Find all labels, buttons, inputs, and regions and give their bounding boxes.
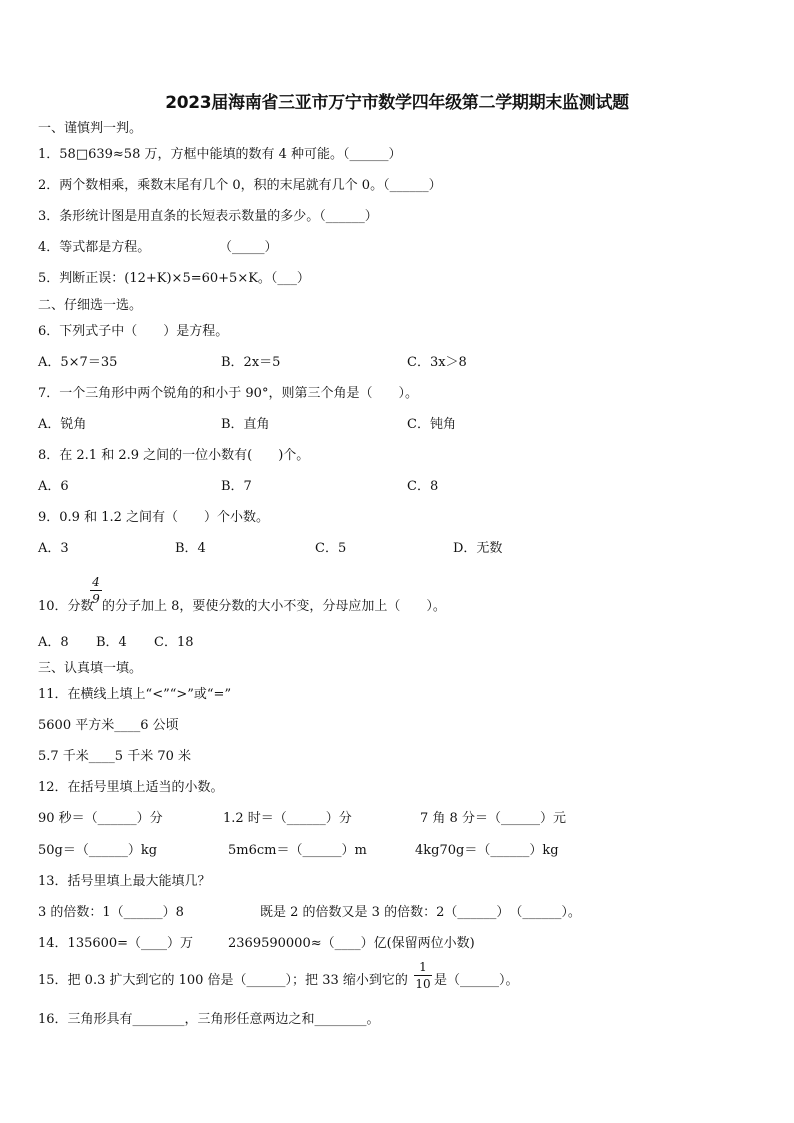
question-12-item: 1.2 时＝（______）分 (223, 811, 352, 826)
question-6: 6．下列式子中（ ）是方程。 (38, 324, 229, 339)
question-10-fraction (90, 576, 102, 605)
question-16: 16．三角形具有________，三角形任意两边之和________。 (38, 1012, 380, 1027)
question-6-option-b: B．2x＝5 (221, 355, 281, 370)
question-12-item: 50g＝（______）kg (38, 843, 158, 858)
question-15-suffix: 是（______）。 (434, 973, 519, 988)
question-12: 12．在括号里填上适当的小数。 (38, 780, 224, 795)
section-heading-1: 一、谨慎判一判。 (38, 121, 143, 136)
question-5: 5．判断正误：(12+K)×5=60+5×K。（___） (38, 271, 310, 286)
question-11-line-2: 5.7 千米____5 千米 70 米 (38, 749, 192, 764)
fraction-denominator: 9 (92, 592, 100, 606)
question-6-option-a: A．5×7＝35 (38, 355, 118, 370)
question-4: 4．等式都是方程。 (38, 240, 151, 255)
fraction-numerator: 4 (92, 575, 100, 589)
question-2: 2．两个数相乘，乘数末尾有几个 0，积的末尾就有几个 0。（______） (38, 178, 442, 193)
question-12-item: 4kg70g＝（______）kg (415, 843, 559, 858)
section-heading-2: 二、仔细选一选。 (38, 298, 143, 313)
question-7-option-b: B．直角 (221, 417, 270, 432)
question-8-option-c: C．8 (407, 479, 439, 494)
question-9-option-b: B．4 (175, 541, 206, 556)
question-13: 13．括号里填上最大能填几？ (38, 874, 211, 889)
page-title: 2023届海南省三亚市万宁市数学四年级第二学期期末监测试题 (165, 93, 629, 113)
question-7-option-a: A．锐角 (38, 417, 87, 432)
question-4-blank: （_____） (219, 240, 278, 255)
question-8-option-b: B．7 (221, 479, 252, 494)
question-7: 7．一个三角形中两个锐角的和小于 90°，则第三个角是（ ）。 (38, 386, 418, 401)
question-10-option-b: B．4 (96, 635, 127, 650)
question-10-option-c: C．18 (154, 635, 194, 650)
question-9: 9．0.9 和 1.2 之间有（ ）个小数。 (38, 510, 270, 525)
fraction-numerator: 1 (419, 960, 427, 974)
fraction-denominator: 10 (415, 977, 431, 991)
question-12-item: 90 秒＝（______）分 (38, 811, 163, 826)
question-14-part-a: 14．135600=（____）万 (38, 936, 194, 951)
question-12-item: 5m6cm＝（______）m (228, 843, 367, 858)
question-15-prefix: 15．把 0.3 扩大到它的 100 倍是（______）；把 33 缩小到它的 (38, 973, 408, 988)
question-8-option-a: A．6 (38, 479, 69, 494)
question-7-option-c: C．钝角 (407, 417, 456, 432)
question-14-part-b: 2369590000≈（____）亿(保留两位小数) (228, 936, 475, 951)
question-6-option-c: C．3x＞8 (407, 355, 467, 370)
question-15-fraction (414, 961, 432, 990)
question-11: 11．在横线上填上“<”“>”或“=” (38, 687, 232, 702)
question-9-option-a: A．3 (38, 541, 69, 556)
question-11-line-1: 5600 平方米____6 公顷 (38, 718, 179, 733)
question-12-item: 7 角 8 分＝（______）元 (420, 811, 566, 826)
question-9-option-c: C．5 (315, 541, 347, 556)
question-1: 1．58□639≈58 万，方框中能填的数有 4 种可能。（______） (38, 147, 402, 162)
question-9-option-d: D．无数 (453, 541, 503, 556)
question-13-part-b: 既是 2 的倍数又是 3 的倍数：2（______） （______）。 (260, 905, 581, 920)
question-3: 3．条形统计图是用直条的长短表示数量的多少。（______） (38, 209, 378, 224)
question-10-prefix: 10．分数 (38, 599, 94, 614)
section-heading-3: 三、认真填一填。 (38, 661, 143, 676)
question-13-part-a: 3 的倍数：1（______）8 (38, 905, 184, 920)
question-10-text: 的分子加上 8，要使分数的大小不变，分母应加上（ ）。 (102, 599, 446, 614)
question-10-option-a: A．8 (38, 635, 69, 650)
question-8: 8．在 2.1 和 2.9 之间的一位小数有( )个。 (38, 448, 310, 463)
